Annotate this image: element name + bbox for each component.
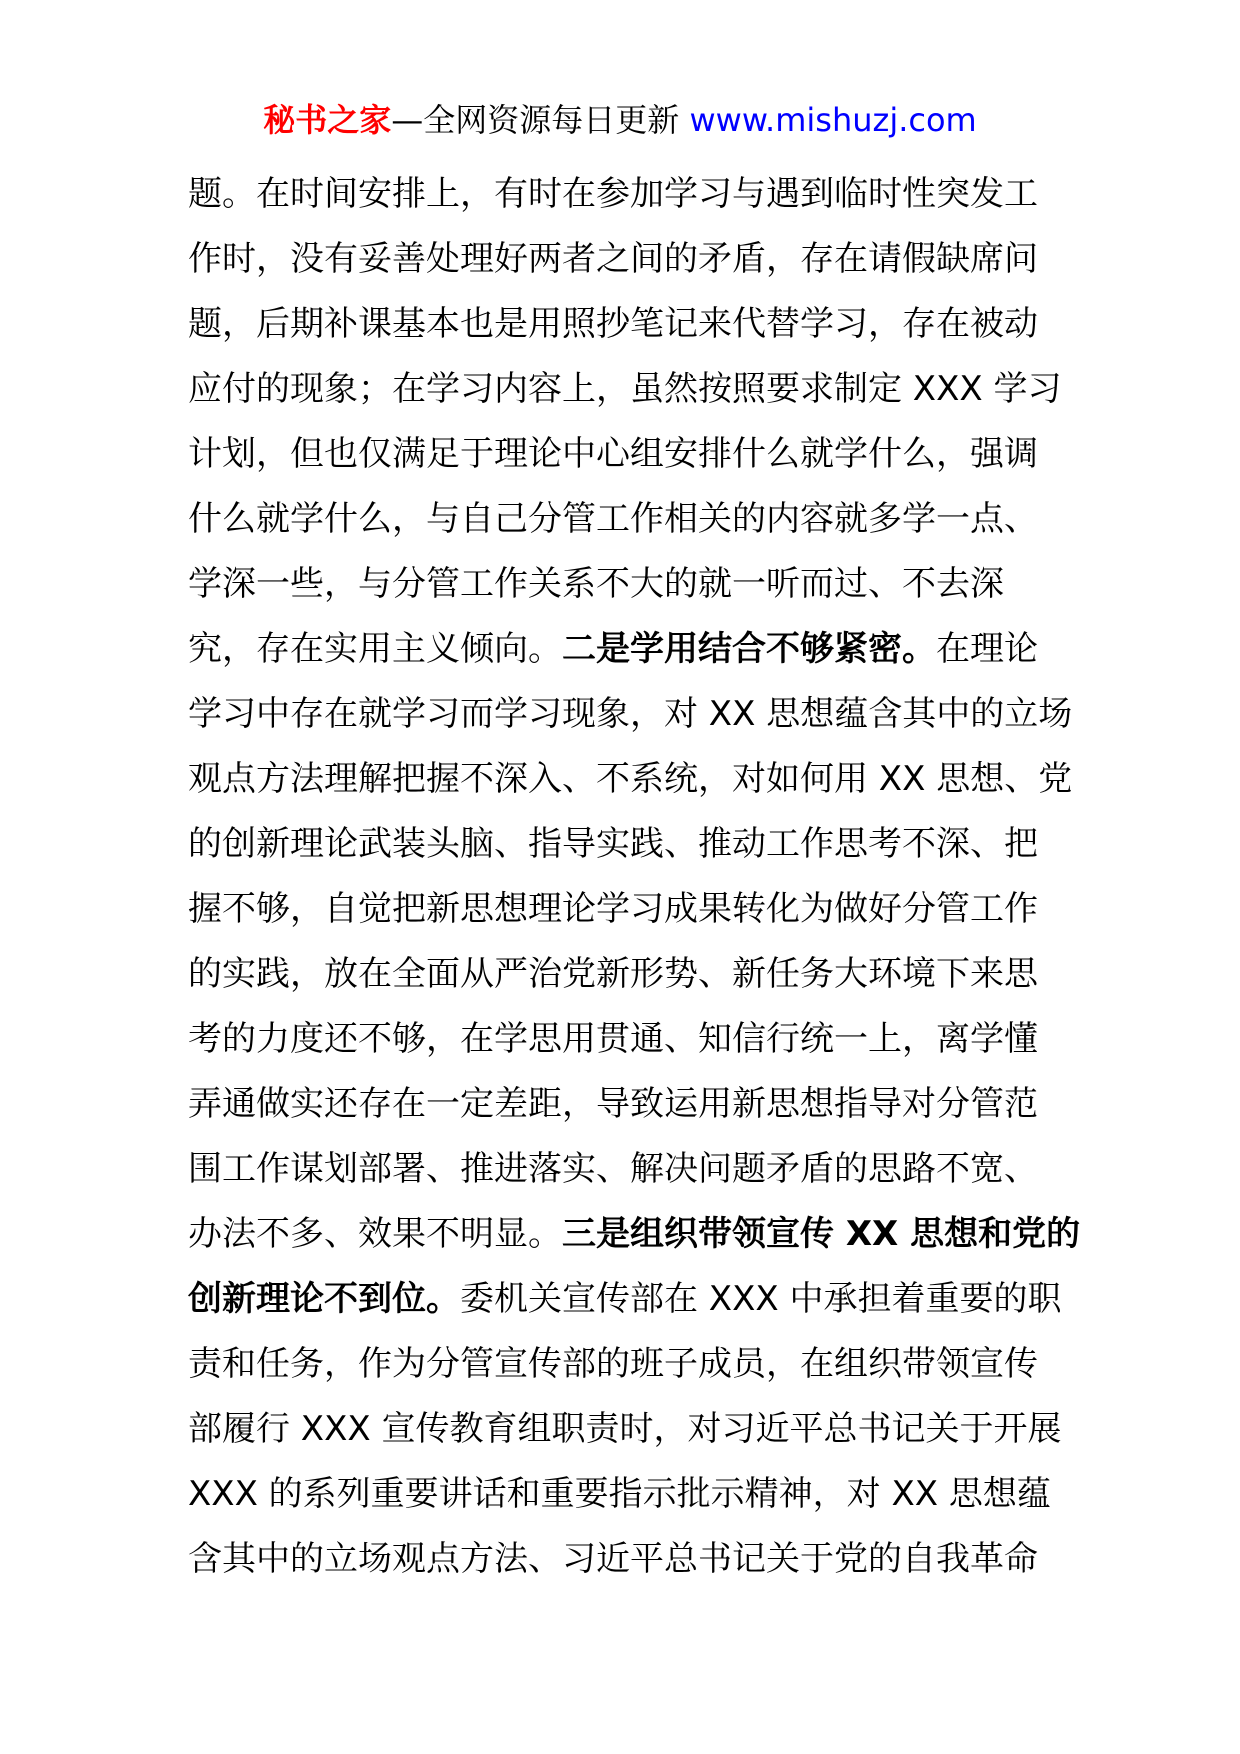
- document-body: [188, 162, 1081, 1592]
- bold-subheading: 三是组织带领宣传 XX 思想和党的: [562, 1214, 1081, 1254]
- line-text-pre: 究，存在实用主义倾向。: [188, 629, 562, 669]
- text-line: 题。在时间安排上，有时在参加学习与遇到临时性突发工: [188, 174, 1038, 214]
- text-line: 考的力度还不够，在学思用贯通、知信行统一上，离学懂: [188, 1019, 1038, 1059]
- line-text-pre: 办法不多、效果不明显。: [188, 1214, 562, 1254]
- site-header: [0, 100, 1240, 140]
- text-line: 围工作谋划部署、推进落实、解决问题矛盾的思路不宽、: [188, 1149, 1038, 1189]
- text-line: 应付的现象；在学习内容上，虽然按照要求制定 XXX 学习: [188, 369, 1062, 409]
- text-line: 责和任务，作为分管宣传部的班子成员，在组织带领宣传: [188, 1344, 1038, 1384]
- text-line: 的创新理论武装头脑、指导实践、推动工作思考不深、把: [188, 824, 1038, 864]
- text-line: 弄通做实还存在一定差距，导致运用新思想指导对分管范: [188, 1084, 1038, 1124]
- text-line: 握不够，自觉把新思想理论学习成果转化为做好分管工作: [188, 889, 1038, 929]
- text-line: 观点方法理解把握不深入、不系统，对如何用 XX 思想、党: [188, 759, 1073, 799]
- text-line: 含其中的立场观点方法、习近平总书记关于党的自我革命: [188, 1539, 1038, 1579]
- line-text-post: 委机关宣传部在 XXX 中承担着重要的职: [460, 1279, 1062, 1319]
- text-line: 部履行 XXX 宣传教育组职责时，对习近平总书记关于开展: [188, 1409, 1062, 1449]
- header-tagline: —全网资源每日更新: [391, 101, 690, 139]
- text-line: 题，后期补课基本也是用照抄笔记来代替学习，存在被动: [188, 304, 1038, 344]
- text-line: 作时，没有妥善处理好两者之间的矛盾，存在请假缺席问: [188, 239, 1038, 279]
- brand-name: 秘书之家: [263, 101, 392, 139]
- bold-subheading: 创新理论不到位。: [188, 1279, 460, 1319]
- text-line-with-heading: [188, 1267, 1068, 1332]
- text-line-with-heading: [188, 617, 1068, 682]
- text-line: 什么就学什么，与自己分管工作相关的内容就多学一点、: [188, 499, 1038, 539]
- text-line: 的实践，放在全面从严治党新形势、新任务大环境下来思: [188, 954, 1038, 994]
- text-line: XXX 的系列重要讲话和重要指示批示精神，对 XX 思想蕴: [188, 1474, 1051, 1514]
- bold-subheading: 二是学用结合不够紧密。: [562, 629, 936, 669]
- site-url-link[interactable]: www.mishuzj.com: [689, 101, 977, 139]
- text-line: 计划，但也仅满足于理论中心组安排什么就学什么，强调: [188, 434, 1038, 474]
- text-line: 学习中存在就学习而学习现象，对 XX 思想蕴含其中的立场: [188, 694, 1073, 734]
- line-text-post: 在理论: [936, 629, 1038, 669]
- text-line-with-heading: [188, 1202, 1081, 1267]
- text-line: 学深一些，与分管工作关系不大的就一听而过、不去深: [188, 564, 1004, 604]
